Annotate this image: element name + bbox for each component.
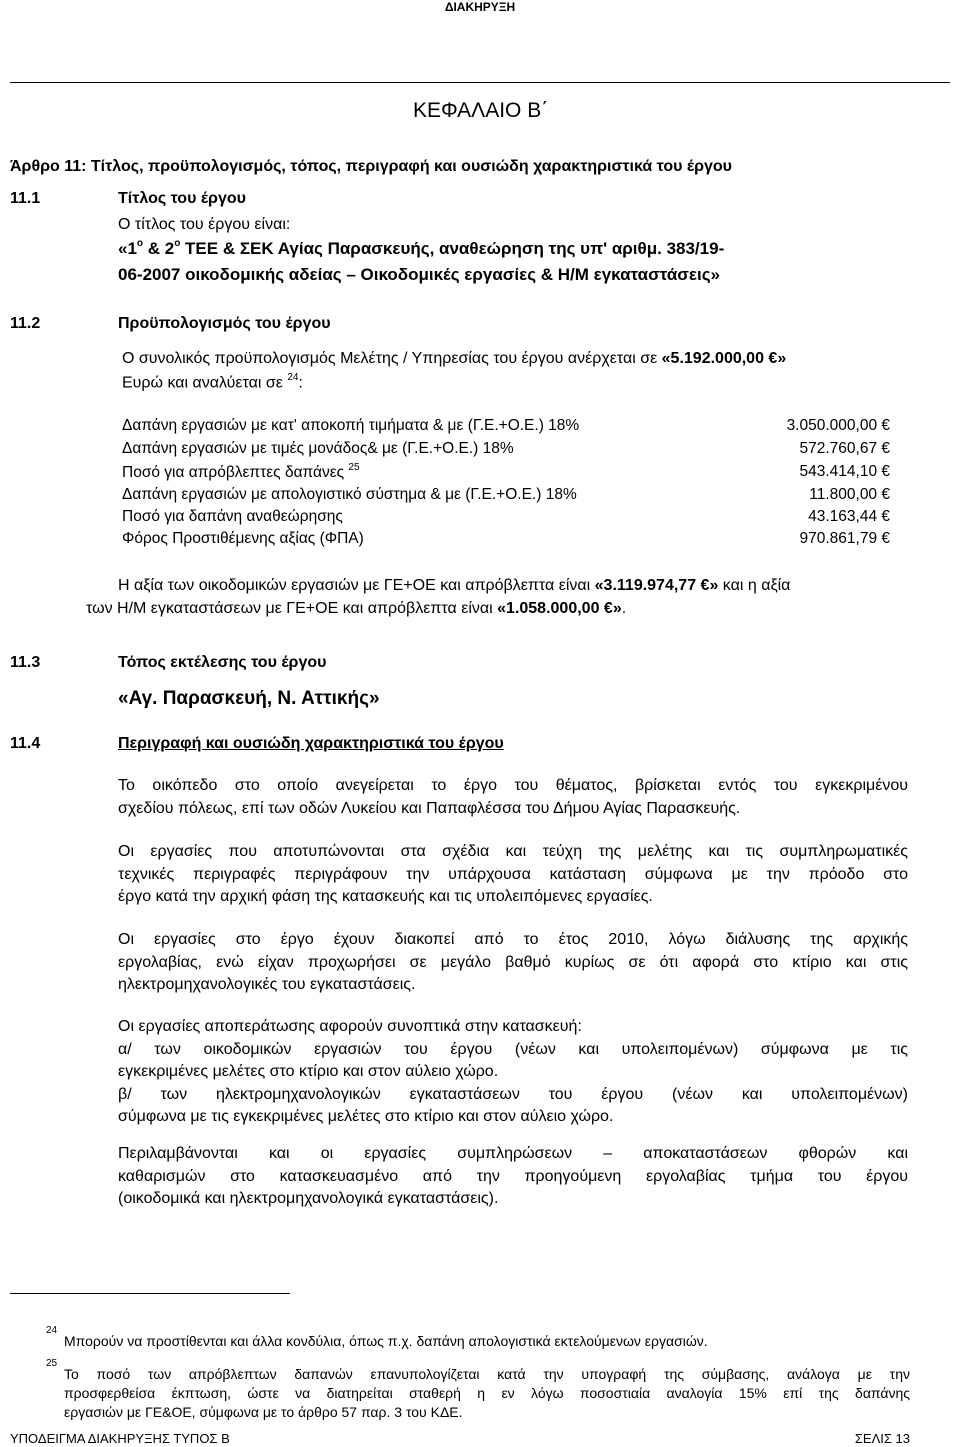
euro-icon: € bbox=[881, 530, 890, 547]
section-11-2-number: 11.2 bbox=[10, 315, 41, 332]
header-rule bbox=[10, 82, 950, 83]
footnote-25-line-3: εργασιών με ΓΕ&ΟΕ, σύμφωνα με το άρθρο 57 παρ. 3 του ΚΔΕ. bbox=[64, 1404, 463, 1420]
section-11-4-title: Περιγραφή και ουσιώδη χαρακτηριστικά του έργου bbox=[118, 735, 504, 752]
cost-label-6: Φόρος Προστιθέμενης αξίας (ΦΠΑ) bbox=[122, 530, 364, 547]
page-number: ΣΕΛΙΣ 13 bbox=[854, 1431, 910, 1446]
footnote-25-number: 25 bbox=[46, 1358, 58, 1369]
budget-sentence: Ο συνολικός προϋπολογισμός Μελέτης / Υπηρεσίας του έργου ανέρχεται σε «5.192.000,00 €» bbox=[122, 350, 787, 367]
footnote-25-line-1: Το ποσό των απρόβλεπτων δαπανών επανυπολογίζεται κατά την υπογραφή της σύμβασης, ανάλογα με την bbox=[64, 1366, 910, 1382]
project-title-line-2: 06-2007 οικοδομικής αδείας – Οικοδομικές εργασίες & Η/Μ εγκαταστάσεις» bbox=[118, 265, 721, 284]
footnote-24-number: 24 bbox=[46, 1325, 58, 1336]
breakdown-sentence: Ευρώ και αναλύεται σε $^{24}$: bbox=[122, 372, 303, 392]
cost-value-5: 43.163,44 € bbox=[808, 508, 890, 525]
summary-line-2: των Η/Μ εγκαταστάσεων με ΓΕ+ΟΕ και απρόβλεπτα είναι «1.058.000,00 €». bbox=[86, 600, 627, 617]
section-11-3-title: Τόπος εκτέλεσης του έργου bbox=[118, 654, 327, 671]
euro-icon: € bbox=[881, 486, 890, 503]
paragraph-4: Οι εργασίες αποπεράτωσης αφορούν συνοπτικά στην κατασκευή: α/ των οικοδομικών εργασιών του έργου (νέων και υπολειπομένων) σύμφωνα με τις εγκεκριμένες μελέτες στο κτίριο και στον αύλειο χώρο. β/ των ηλεκτρομηχανολογικών εγκαταστάσεων του έργου (νέων και υπολειπομένων) σύμφωνα με τις εγκεκριμένες μελέτες στο κτίριο και στον αύλειο χώρο. bbox=[118, 1018, 908, 1125]
cost-label-1: Δαπάνη εργασιών με κατ' αποκοπή τιμήματα & με (Γ.Ε.+Ο.Ε.) 18% bbox=[122, 417, 580, 434]
footnote-24-text: Μπορούν να προστίθενται και άλλα κονδύλια, όπως π.χ. δαπάνη απολογιστικά εκτελούμενων εργασιών. bbox=[64, 1333, 708, 1349]
cost-value-2: 572.760,67 € bbox=[799, 440, 890, 457]
summary-line-1: Η αξία των οικοδομικών εργασιών με ΓΕ+ΟΕ και απρόβλεπτα είναι «3.119.974,77 €» και η αξία bbox=[118, 577, 791, 594]
project-title-line-1: «$1^o$ & $2^o$ ΤΕΕ & ΣΕΚ Αγίας Παρασκευής, αναθεώρηση της υπ' αριθμ. 383/19- bbox=[118, 238, 725, 258]
euro-icon: € bbox=[603, 600, 613, 617]
paragraph-3: Οι εργασίες στο έργο έχουν διακοπεί από το έτος 2010, λόγω διάλυσης της αρχικής εργολαβίας, ενώ είχαν προχωρήσει σε μεγάλο βαθμό κυρίως σε ότι αφορά στο κτίριο και στις ηλεκτρομηχανολογικές του εγκαταστάσεις. bbox=[118, 931, 908, 993]
article-heading: Άρθρο 11: Τίτλος, προϋπολογισμός, τόπος, περιγραφή και ουσιώδη χαρακτηριστικά του έργου bbox=[10, 158, 732, 175]
footnote-25-line-2: προσφερθείσα έκπτωση, ώστε να διατηρείται σταθερή η εν λόγω ποσοστιαία αναλογία 15% επί της δαπάνης bbox=[64, 1385, 910, 1401]
section-11-4-number: 11.4 bbox=[10, 735, 41, 752]
section-11-1-number: 11.1 bbox=[10, 190, 41, 207]
paragraph-5: Περιλαμβάνονται και οι εργασίες συμπληρώσεων – αποκαταστάσεων φθορών και καθαρισμών στο κατασκευασμένο από την προηγούμενη εργολαβίας τμήμα του έργου (οικοδομικά και ηλεκτρομηχανολογικά εγκαταστάσεις). bbox=[118, 1145, 908, 1207]
euro-icon: € bbox=[768, 350, 778, 367]
cost-label-5: Ποσό για δαπάνη αναθεώρησης bbox=[122, 508, 343, 525]
section-11-3-number: 11.3 bbox=[10, 654, 41, 671]
cost-value-6: 970.861,79 € bbox=[799, 530, 890, 547]
paragraph-2: Οι εργασίες που αποτυπώνονται στα σχέδια και τεύχη της μελέτης και τις συμπληρωματικές τεχνικές περιγραφές περιγράφουν την υπάρχουσα κατάσταση σύμφωνα με την πρόοδο στο έργο κατά την αρχική φάση της κατασκευής και τις υπολειπόμενες εργασίες. bbox=[118, 843, 908, 905]
euro-icon: € bbox=[881, 463, 890, 480]
cost-label-2: Δαπάνη εργασιών με τιμές μονάδος& με (Γ.Ε.+Ο.Ε.) 18% bbox=[122, 440, 514, 457]
section-11-2-title: Προϋπολογισμός του έργου bbox=[118, 315, 331, 332]
euro-icon: € bbox=[700, 577, 710, 594]
chapter-title: ΚΕΦΑΛΑΙΟ Β΄ bbox=[413, 99, 549, 122]
cost-value-1: 3.050.000,00 € bbox=[786, 417, 890, 434]
running-header: ΔΙΑΚΗΡΥΞΗ bbox=[444, 0, 516, 14]
project-place: «Αγ. Παρασκευή, Ν. Αττικής» bbox=[118, 688, 380, 709]
euro-icon: € bbox=[881, 508, 890, 525]
cost-label-3: Ποσό για απρόβλεπτες δαπάνες $^{25}$ bbox=[122, 462, 360, 482]
footer-left: ΥΠΟΔΕΙΓΜΑ ΔΙΑΚΗΡΥΞΗΣ ΤΥΠΟΣ Β bbox=[10, 1431, 230, 1446]
euro-icon: € bbox=[881, 417, 890, 434]
euro-icon: € bbox=[881, 440, 890, 457]
title-intro: Ο τίτλος του έργου είναι: bbox=[118, 216, 291, 233]
cost-value-4: 11.800,00 € bbox=[809, 486, 890, 503]
section-11-1-title: Τίτλος του έργου bbox=[118, 190, 246, 207]
paragraph-1: Το οικόπεδο στο οποίο ανεγείρεται το έργο του θέματος, βρίσκεται εντός του εγκεκριμένου σχεδίου πόλεως, επί των οδών Λυκείου και Παπαφλέσσα του Δήμου Αγίας Παρασκευής. bbox=[118, 777, 908, 817]
cost-value-3: 543.414,10 € bbox=[799, 463, 890, 480]
footnote-separator bbox=[10, 1293, 290, 1294]
cost-label-4: Δαπάνη εργασιών με απολογιστικό σύστημα & με (Γ.Ε.+Ο.Ε.) 18% bbox=[122, 486, 577, 503]
